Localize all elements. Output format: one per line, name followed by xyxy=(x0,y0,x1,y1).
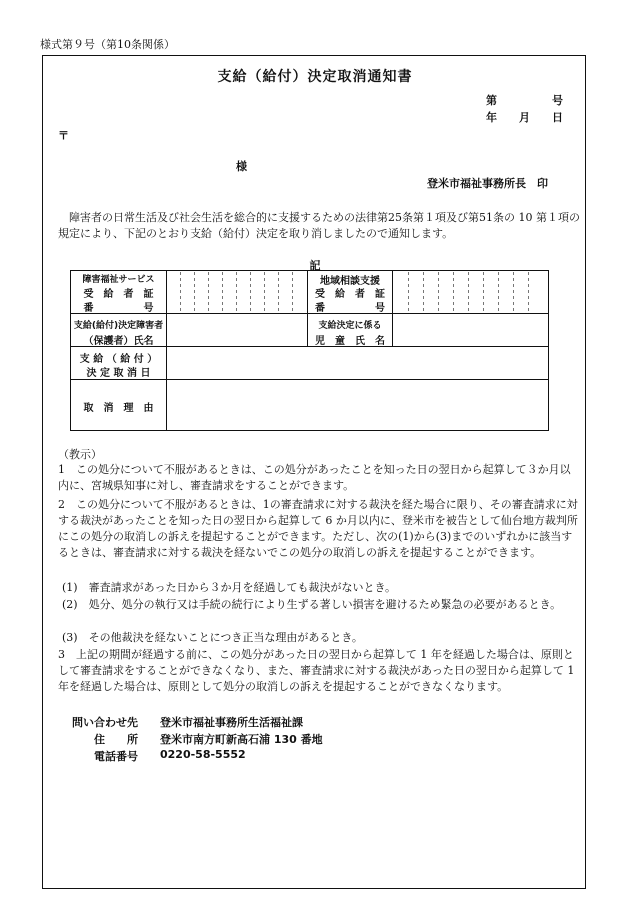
cancel-date-label-2: 決 定 取 消 日 xyxy=(86,368,151,379)
date-month-label: 月 xyxy=(519,111,530,124)
regional-consult-label: 地域相談支援 xyxy=(320,276,380,287)
phone-label: 電話番号 xyxy=(94,750,138,763)
phone-value: 0220-58-5552 xyxy=(160,748,246,761)
address-value: 登米市南方町新高石浦 130 番地 xyxy=(160,733,323,746)
date-year-label: 年 xyxy=(486,111,497,124)
number-label-right: 号 xyxy=(552,94,563,107)
note-1: 1 この処分について不服があるときは、この処分があったことを知った日の翌日から起算して３か月以内に、宮城県知事に対し、審査請求をすることができます。 xyxy=(58,463,571,492)
form-code: 様式第９号（第10条関係） xyxy=(40,38,175,51)
guardian-name-label: （保護者）氏名 xyxy=(83,336,154,347)
notes-heading: （教示） xyxy=(58,448,102,461)
intro-paragraph: 障害者の日常生活及び社会生活を総合的に支援するための法律第25条第１項及び第51条の 10 第１項の規定により、下記のとおり支給（給付）決定を取り消しましたので通知します。 xyxy=(58,211,580,240)
recipient-cert-label: 受 給 者 証 xyxy=(83,289,154,300)
recipient-number-label: 番 号 xyxy=(83,303,154,314)
inquiry-label: 問い合わせ先 xyxy=(72,716,138,729)
postal-mark: 〒 xyxy=(58,129,69,142)
note-2: 2 この処分について不服があるときは、1の審査請求に対する裁決を経た場合に限り、その審査請求に対する裁決があったことを知った日の翌日から起算して 6 か月以内に、登米市を被告として仙台地方裁判所にこの処分の取消しの訴えを提起することができます。ただし、次の(1)から(3)までのいずれかに該当するときは、審査請求に対する裁決を経ないでこの処分の取消しの訴えを提起することができます。 xyxy=(58,498,578,559)
note-2-3: (3) その他裁決を経ないことにつき正当な理由があるとき。 xyxy=(62,631,363,644)
decided-person-label: 支給(給付)決定障害者 xyxy=(73,321,164,331)
regional-cert-label: 受 給 者 証 xyxy=(315,289,385,300)
address-label: 住 所 xyxy=(94,733,138,746)
note-3: 3 上記の期間が経過する前に、この処分があった日の翌日から起算して 1 年を経過した場合は、原則として審査請求をすることができなくなり、また、審査請求に対する裁決があった日の翌日から起算して 1 年を経過した場合は、原則として処分の取消しの訴えを提起することができなくなります。 xyxy=(58,648,575,693)
child-name-label: 児 童 氏 名 xyxy=(315,336,385,347)
issuer-name: 登米市福祉事務所長 印 xyxy=(427,177,548,190)
note-2-2: (2) 処分、処分の執行又は手続の続行により生ずる著しい損害を避けるため緊急の必要があるとき。 xyxy=(62,598,562,611)
regional-number-label: 番 号 xyxy=(315,303,385,314)
number-label-left: 第 xyxy=(486,94,497,107)
cancel-date-label-1: 支 給 （ 給 付 ） xyxy=(79,354,158,365)
inquiry-value: 登米市福祉事務所生活福祉課 xyxy=(160,716,303,729)
ki-label: 記 xyxy=(309,259,321,272)
addressee-suffix: 様 xyxy=(236,160,247,173)
document-title: 支給（給付）決定取消通知書 xyxy=(217,69,413,85)
related-child-label: 支給決定に係る xyxy=(318,321,382,331)
benefit-service-label: 障害福祉サービス xyxy=(82,275,155,285)
date-day-label: 日 xyxy=(552,111,563,124)
note-2-1: (1) 審査請求があった日から３か月を経過しても裁決がないとき。 xyxy=(62,581,397,594)
cancel-reason-label: 取 消 理 由 xyxy=(83,403,154,414)
